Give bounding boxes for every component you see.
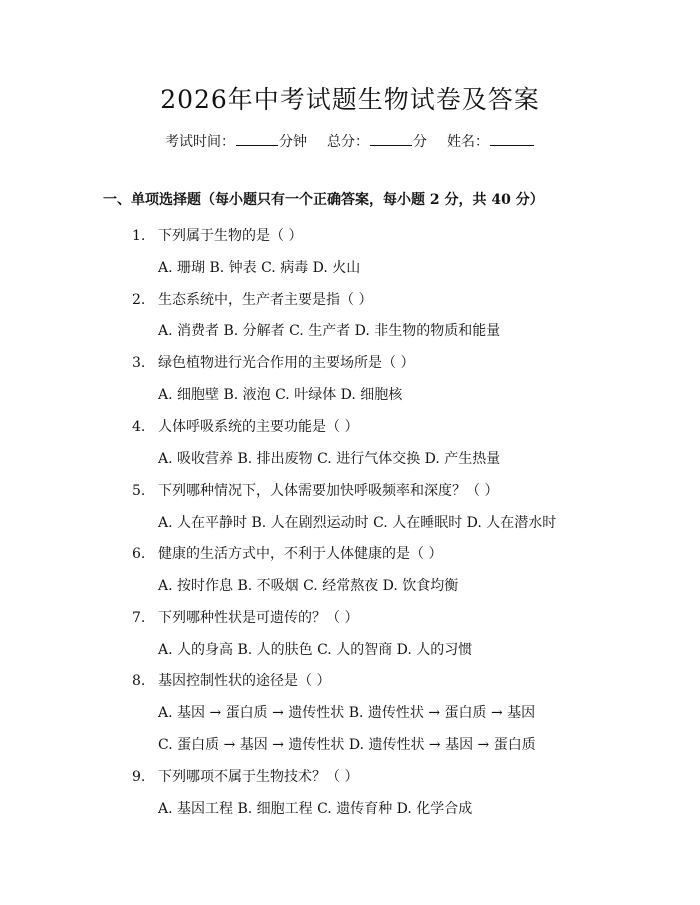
question-6-options: A. 按时作息 B. 不吸烟 C. 经常熬夜 D. 饮食均衡 <box>158 578 459 594</box>
question-4-options: A. 吸收营养 B. 排出废物 C. 进行气体交换 D. 产生热量 <box>158 451 501 467</box>
question-9 <box>132 766 358 786</box>
question-text: 生态系统中，生产者主要是指（ ） <box>158 292 373 308</box>
total-score-blank <box>370 133 412 146</box>
question-6 <box>132 543 442 563</box>
question-text: 下列哪项不属于生物技术？（ ） <box>158 769 359 785</box>
question-2-options: A. 消费者 B. 分解者 C. 生产者 D. 非生物的物质和能量 <box>158 323 501 339</box>
question-1-options: A. 珊瑚 B. 钟表 C. 病毒 D. 火山 <box>158 260 361 276</box>
question-number: 6. <box>132 546 146 562</box>
question-1 <box>132 225 302 245</box>
question-3 <box>132 352 414 372</box>
question-text: 人体呼吸系统的主要功能是（ ） <box>158 419 359 435</box>
exam-time-field <box>165 134 307 150</box>
name-field <box>447 134 535 150</box>
question-number: 4. <box>132 419 146 435</box>
total-score-field <box>327 134 427 150</box>
question-number: 8. <box>132 673 146 689</box>
question-number: 5. <box>132 483 146 499</box>
question-text: 下列哪种性状是可遗传的？（ ） <box>158 610 359 626</box>
name-blank <box>490 133 534 146</box>
question-9-options: A. 基因工程 B. 细胞工程 C. 遗传育种 D. 化学合成 <box>158 801 473 817</box>
question-text: 下列哪种情况下，人体需要加快呼吸频率和深度？（ ） <box>158 483 499 499</box>
question-8-options-line-2: C. 蛋白质 → 基因 → 遗传性状 D. 遗传性状 → 基因 → 蛋白质 <box>158 737 536 753</box>
question-8-options-line-1: A. 基因 → 蛋白质 → 遗传性状 B. 遗传性状 → 蛋白质 → 基因 <box>158 705 536 721</box>
question-text: 下列属于生物的是（ ） <box>158 228 303 244</box>
question-text: 健康的生活方式中，不利于人体健康的是（ ） <box>158 546 443 562</box>
question-5-options: A. 人在平静时 B. 人在剧烈运动时 C. 人在睡眠时 D. 人在潜水时 <box>158 515 557 531</box>
question-number: 1. <box>132 228 146 244</box>
exam-time-unit: 分钟 <box>279 134 307 150</box>
exam-title: 2026年中考试题生物试卷及答案 <box>160 85 540 114</box>
question-number: 3. <box>132 355 146 371</box>
exam-time-blank <box>236 133 278 146</box>
question-2 <box>132 289 372 309</box>
name-label: 姓名： <box>447 134 489 150</box>
total-score-label: 总分： <box>327 134 369 150</box>
question-4 <box>132 416 358 436</box>
question-8 <box>132 670 330 690</box>
section-heading: 一、单项选择题（每小题只有一个正确答案，每小题 2 分，共 40 分） <box>103 192 544 208</box>
question-number: 9. <box>132 769 146 785</box>
question-7 <box>132 607 358 627</box>
question-text: 绿色植物进行光合作用的主要场所是（ ） <box>158 355 415 371</box>
total-score-unit: 分 <box>413 134 427 150</box>
question-number: 7. <box>132 610 146 626</box>
question-5 <box>132 480 498 500</box>
question-7-options: A. 人的身高 B. 人的肤色 C. 人的智商 D. 人的习惯 <box>158 642 473 658</box>
exam-meta-line <box>0 131 700 151</box>
exam-time-label: 考试时间： <box>165 134 235 150</box>
question-text: 基因控制性状的途径是（ ） <box>158 673 331 689</box>
question-number: 2. <box>132 292 146 308</box>
question-3-options: A. 细胞壁 B. 液泡 C. 叶绿体 D. 细胞核 <box>158 387 403 403</box>
